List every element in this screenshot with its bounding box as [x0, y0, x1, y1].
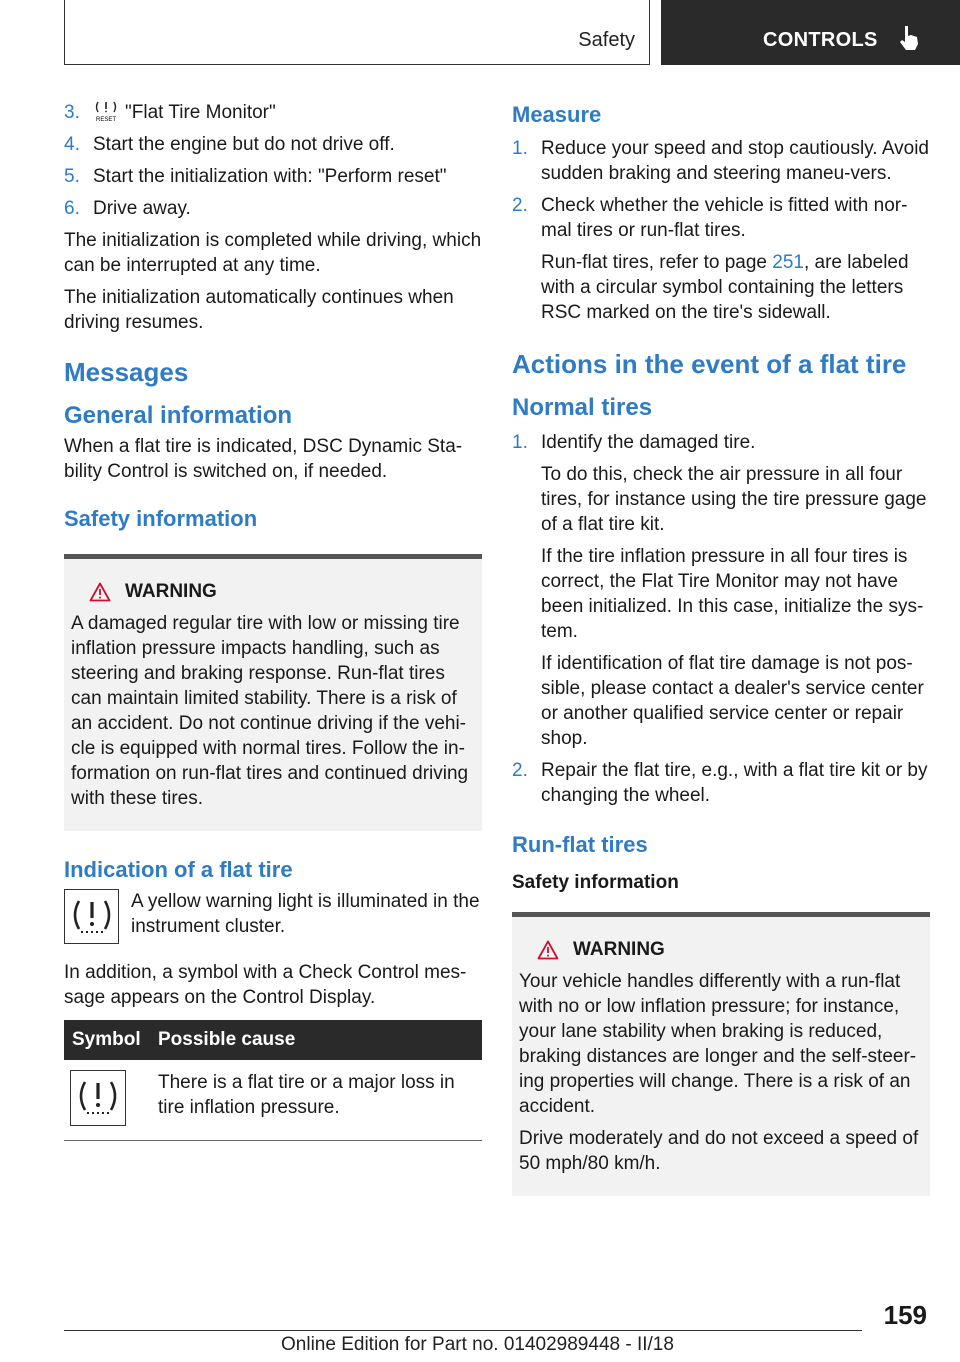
paragraph: When a flat tire is indicated, DSC Dynamic Sta-bility Control is switched on, if needed. [64, 436, 463, 482]
page-number: 159 [883, 1300, 927, 1330]
warning-triangle-icon [537, 940, 559, 960]
list-item: 4. Start the engine but do not drive off. [64, 134, 395, 155]
left-column [64, 100, 482, 1141]
heading-safety-information-2: Safety information [512, 872, 679, 893]
paragraph: In addition, a symbol with a Check Control mes-sage appears on the Control Display. [64, 962, 467, 1008]
heading-normal-tires: Normal tires [512, 394, 653, 421]
list-item: 2. Repair the flat tire, e.g., with a flat tire kit or by changing the wheel. [512, 760, 928, 806]
flat-tire-reset-icon [93, 100, 119, 122]
warning-text: Your vehicle handles differently with a run-flat with no or low inflation pressure; for instance, your lane stability when braking is reduced, braking distances are longer and the self-steer-ing properties will change. There is a risk of an accident. [519, 971, 917, 1117]
table-header-row [64, 1020, 482, 1060]
list-item: 3. RESET "Flat Tire Monitor" [64, 102, 276, 123]
heading-run-flat-tires: Run-flat tires [512, 832, 648, 857]
heading-actions: Actions in the event of a flat tire [512, 349, 907, 379]
svg-text:RESET: RESET [95, 117, 117, 122]
chapter-tab [661, 0, 960, 65]
warning-triangle-icon [89, 582, 111, 602]
indicator-row [64, 889, 482, 946]
table-row [64, 1060, 482, 1141]
paragraph: The initialization is completed while driving, which can be interrupted at any time. [64, 230, 482, 276]
heading-safety-information: Safety information [64, 506, 258, 531]
pointing-hand-icon [897, 24, 921, 52]
section-title: Safety [578, 29, 635, 51]
flat-tire-warning-icon [70, 1070, 126, 1126]
footer-divider [64, 1330, 862, 1331]
table-cell-cause: There is a flat tire or a major loss in tire inflation pressure. [150, 1060, 482, 1141]
warning-text: A damaged regular tire with low or missing tire inflation pressure impacts handling, such as steering and braking response. Run-flat tires can maintain limited stability. There is a risk of an accident. Do not continue driving if the vehi-cle is equipped with normal tires. Follow the in-formation on run-flat tires and continued driving with these tires. [71, 613, 469, 809]
table-header-cause: Possible cause [150, 1020, 482, 1060]
section-header-box [64, 0, 650, 65]
chapter-title: CONTROLS [763, 29, 878, 51]
indication-text: A yellow warning light is illuminated in the instrument cluster. [131, 891, 480, 937]
list-item: 1. Reduce your speed and stop cautiously. Avoid sudden braking and steering maneu-vers. [512, 138, 929, 184]
warning-box [64, 554, 482, 831]
flat-tire-warning-icon [64, 889, 119, 944]
page-reference-link[interactable]: 251 [772, 252, 804, 273]
heading-messages: Messages [64, 357, 189, 387]
heading-measure: Measure [512, 102, 602, 127]
page-header [0, 0, 960, 66]
heading-general-information: General information [64, 402, 293, 429]
warning-title: WARNING [573, 939, 665, 960]
heading-indication: Indication of a flat tire [64, 857, 293, 882]
warning-text: Drive moderately and do not exceed a speed of 50 mph/80 km/h. [519, 1128, 919, 1174]
edition-text: Online Edition for Part no. 01402989448 - II/18 [281, 1334, 674, 1355]
list-item: 1. Identify the damaged tire. To do this, check the air pressure in all four tires, for instance using the tire pressure gage of a flat tire kit. If the tire inflation pressure in all four tires is correct, the Flat Tire Monitor may not have been initialized. In this case, initialize the sys-tem. If identification of flat tire damage is not pos-sible, please contact a dealer's service center or another qualified service center or repair shop. [512, 432, 927, 749]
warning-title: WARNING [125, 581, 217, 602]
symbol-table [64, 1020, 482, 1141]
list-item: 2. Check whether the vehicle is fitted with nor-mal tires or run-flat tires. Run-flat tires, refer to page 251, are labeled with a circular symbol containing the letters RSC marked on the tire's sidewall. [512, 195, 909, 323]
table-header-symbol: Symbol [64, 1020, 150, 1060]
list-item: 6. Drive away. [64, 198, 191, 219]
right-column [512, 100, 930, 1214]
paragraph: The initialization automatically continues when driving resumes. [64, 287, 454, 333]
list-item: 5. Start the initialization with: "Perform reset" [64, 166, 447, 187]
warning-box [512, 912, 930, 1196]
